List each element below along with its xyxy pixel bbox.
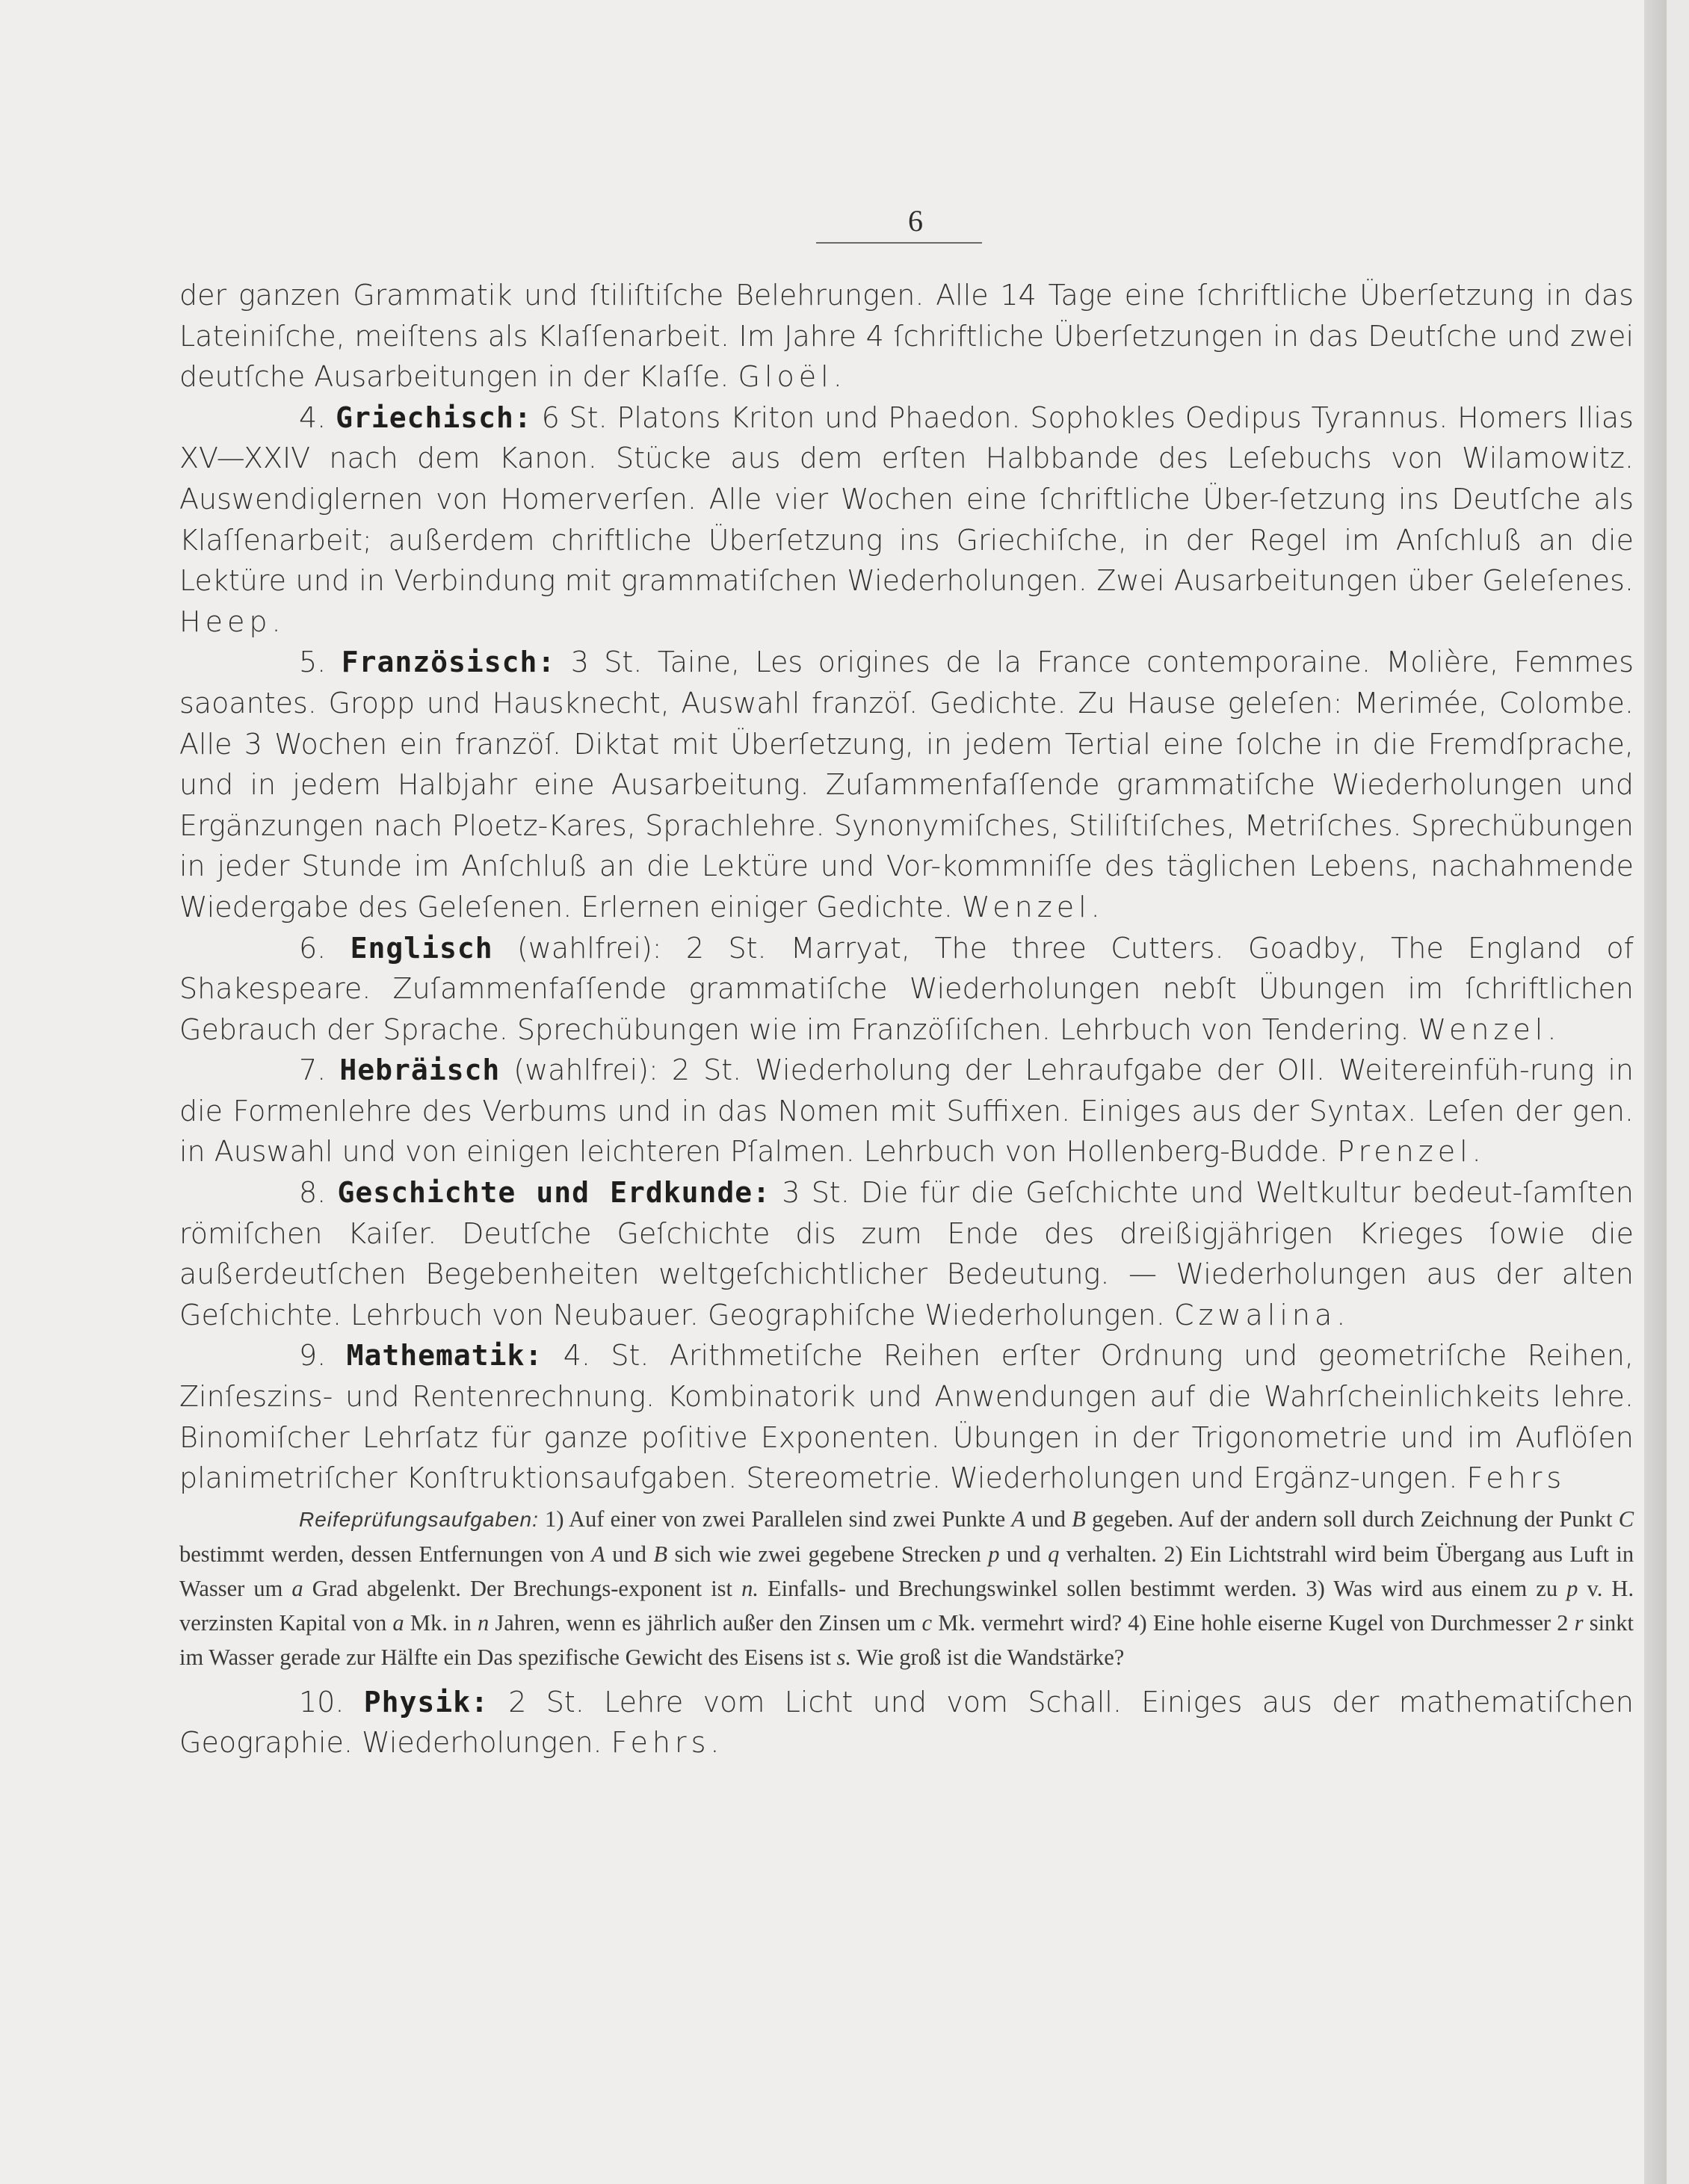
exam-text: Mk. vermehrt wird? 4) Eine hohle eiserne Kugel von Durchmesser 2 — [938, 1609, 1569, 1636]
section-heading: Englisch — [350, 931, 493, 965]
paragraph-history — [179, 1172, 1634, 1335]
exam-text: Jahren, wenn es jährlich außer den Zinsen um — [495, 1609, 916, 1636]
exam-text: Wie groß ist die Wandstärke? — [856, 1644, 1125, 1670]
exam-variable: C — [1618, 1506, 1634, 1532]
exam-label: Reifeprüfungsaufgaben: — [299, 1507, 539, 1531]
paragraph-english — [179, 928, 1634, 1051]
paragraph-latin-end — [179, 275, 1634, 397]
section-heading: Griechisch: — [336, 400, 532, 434]
exam-variable: B — [1072, 1506, 1086, 1532]
exam-variable: s. — [836, 1644, 851, 1670]
paragraph-french — [179, 642, 1634, 927]
teacher-name: Prenzel. — [1337, 1135, 1486, 1169]
paragraph-greek — [179, 397, 1634, 643]
teacher-name: Czwalina. — [1173, 1298, 1350, 1331]
exam-variable: c — [921, 1609, 933, 1636]
exam-variable: r — [1574, 1609, 1584, 1636]
paragraph-text: 6 St. Platons Kriton und Phaedon. Sophokles Oedipus Tyrannus. Homers Ilias XV—XXIV nach dem Kanon. Stücke aus dem erſten Halbbande des Leſebuchs von Wilamowitz. Auswendiglernen von Homerverſen. Alle vier Wochen eine ſchriftliche Über-ſetzung ins Deutſche als Klaſſenarbeit; außerdem chriftliche Überſetzung ins Griechiſche, in der Regel im Anſchluß an die Lektüre und in Verbindung mit grammatiſchen Wiederholungen. Zwei Ausarbeitungen über Geleſenes. — [179, 400, 1634, 598]
section-number: 4. — [299, 400, 327, 434]
body-text — [179, 275, 1634, 1763]
exam-text: 1) Auf einer von zwei Parallelen sind zwei Punkte — [545, 1506, 1006, 1532]
section-number: 6. — [299, 931, 327, 965]
section-heading: Hebräisch — [339, 1054, 501, 1087]
exam-variable: n. — [741, 1575, 759, 1601]
paragraph-text: 2 St. Lehre vom Licht und vom Schall. Einiges aus der mathematiſchen Geographie. Wiederholungen. — [179, 1685, 1634, 1760]
paragraph-text: der ganzen Grammatik und ſtiliſtiſche Belehrungen. Alle 14 Tage eine ſchriftliche Überſetzung in das Lateiniſche, meiſtens als Klaſſenarbeit. Im Jahre 4 ſchriftliche Überſetzungen in das Deutſche und zwei deutſche Ausarbeitungen in der Klaſſe. — [179, 279, 1634, 394]
paragraph-text: (wahlfrei): 2 St. Wiederholung der Lehraufgabe der OII. Weitereinfüh-rung in die Formenlehre des Verbums und in das Nomen mit Suffixen. Einiges aus der Syntax. Leſen der gen. in Auswahl und von einigen leichteren Pſalmen. Lehrbuch von Hollenberg-Budde. — [179, 1054, 1634, 1169]
exam-variable: B — [653, 1541, 668, 1567]
section-number: 7. — [299, 1054, 327, 1087]
paragraph-text: 4. St. Arithmetiſche Reihen erſter Ordnung und geometriſche Reihen, Zinſeszins- und Rentenrechnung. Kombinatorik und Anwendungen auf die Wahrſcheinlichkeits lehre. Binomiſcher Lehrſatz für ganze poſitive Exponenten. Übungen in der Trigonometrie und im Auflöſen planimetriſcher Konſtruktionsaufgaben. Stereometrie. Wiederholungen und Ergänz-ungen. — [179, 1339, 1634, 1495]
section-number: 8. — [299, 1176, 327, 1210]
teacher-name: Gloël. — [738, 360, 847, 394]
exam-variable: p — [988, 1541, 1000, 1567]
section-number: 10. — [299, 1685, 345, 1719]
exam-text: und — [1006, 1541, 1041, 1567]
exam-text: sich wie zwei gegebene Strecken — [674, 1541, 981, 1567]
exam-text: v. H. verzinsten Kapital von — [179, 1575, 1634, 1636]
exam-variable: A — [1011, 1506, 1026, 1532]
exam-variable: a — [291, 1575, 303, 1601]
exam-text: Einfalls- und Brechungswinkel sollen bestimmt werden. 3) Was wird aus einem zu — [768, 1575, 1558, 1601]
teacher-name: Fehrs. — [611, 1726, 724, 1760]
teacher-name: Fehrs — [1466, 1461, 1566, 1495]
section-heading: Physik: — [363, 1685, 489, 1719]
teacher-name: Wenzel. — [1418, 1012, 1561, 1046]
exam-variable: A — [591, 1541, 605, 1567]
teacher-name: Heep. — [179, 604, 285, 638]
section-heading: Mathematik: — [346, 1339, 543, 1373]
exam-text: gegeben. Auf der andern soll durch Zeichnung der Punkt — [1092, 1506, 1613, 1532]
paragraph-math — [179, 1335, 1634, 1498]
page-number: 6 — [908, 204, 923, 238]
paragraph-text: 3 St. Die für die Geſchichte und Weltkultur bedeut-ſamſten römiſchen Kaiſer. Deutſche Geſchichte dis zum Ende des dreißigjährigen Krieges ſowie die außerdeutſchen Begebenheiten weltgeſchichtlicher Bedeutung. — Wiederholungen aus der alten Geſchichte. Lehrbuch von Neubauer. Geographiſche Wiederholungen. — [179, 1176, 1634, 1331]
exam-variable: a — [392, 1609, 404, 1636]
exam-text: Grad abgelenkt. Der Brechungs-exponent ist — [312, 1575, 733, 1601]
exam-problems — [179, 1502, 1634, 1674]
teacher-name: Wenzel. — [961, 890, 1105, 924]
exam-text: und — [612, 1541, 646, 1567]
section-heading: Französisch: — [341, 646, 556, 679]
exam-variable: q — [1048, 1541, 1060, 1567]
exam-variable: p — [1566, 1575, 1578, 1601]
exam-text: verhalten. 2) Ein Lichtstrahl wird beim Übergang aus Luft in Wasser um — [179, 1541, 1634, 1601]
exam-text: bestimmt werden, dessen Entfernungen von — [179, 1541, 584, 1567]
section-number: 9. — [299, 1339, 327, 1373]
exam-text: und — [1031, 1506, 1066, 1532]
page-number-rule — [816, 242, 982, 244]
page-edge — [1644, 0, 1667, 2184]
section-heading: Geschichte und Erdkunde: — [337, 1176, 771, 1210]
exam-text: Mk. in — [410, 1609, 472, 1636]
paragraph-hebrew — [179, 1050, 1634, 1172]
paragraph-text: 3 St. Taine, Les origines de la France contemporaine. Molière, Femmes saoantes. Gropp und Hausknecht, Auswahl franzöſ. Gedichte. Zu Hause geleſen: Merimée, Colombe. Alle 3 Wochen ein franzöſ. Diktat mit Überſetzung, in jedem Tertial eine ſolche in die Fremdſprache, und in jedem Halbjahr eine Ausarbeitung. Zuſammenfaſſende grammatiſche Wiederholungen und Ergänzungen nach Ploetz-Kares, Sprachlehre. Synonymiſches, Stiliſtiſches, Metriſches. Sprechübungen in jeder Stunde im Anſchluß an die Lektüre und Vor-kommniſſe des täglichen Lebens, nachahmende Wiedergabe des Geleſenen. Erlernen einiger Gedichte. — [179, 646, 1634, 924]
exam-text: sinkt im Wasser gerade zur Hälfte ein Das spezifische Gewicht des Eisens ist — [179, 1609, 1634, 1670]
paragraph-physics — [179, 1682, 1634, 1763]
paragraph-text: (wahlfrei): 2 St. Marryat, The three Cutters. Goadby, The England of Shakespeare. Zuſammenfaſſende grammatiſche Wiederholungen nebſt Übungen im ſchriftlichen Gebrauch der Sprache. Sprechübungen wie im Franzöſiſchen. Lehrbuch von Tendering. — [179, 931, 1634, 1046]
section-number: 5. — [299, 646, 327, 679]
exam-variable: n — [477, 1609, 490, 1636]
